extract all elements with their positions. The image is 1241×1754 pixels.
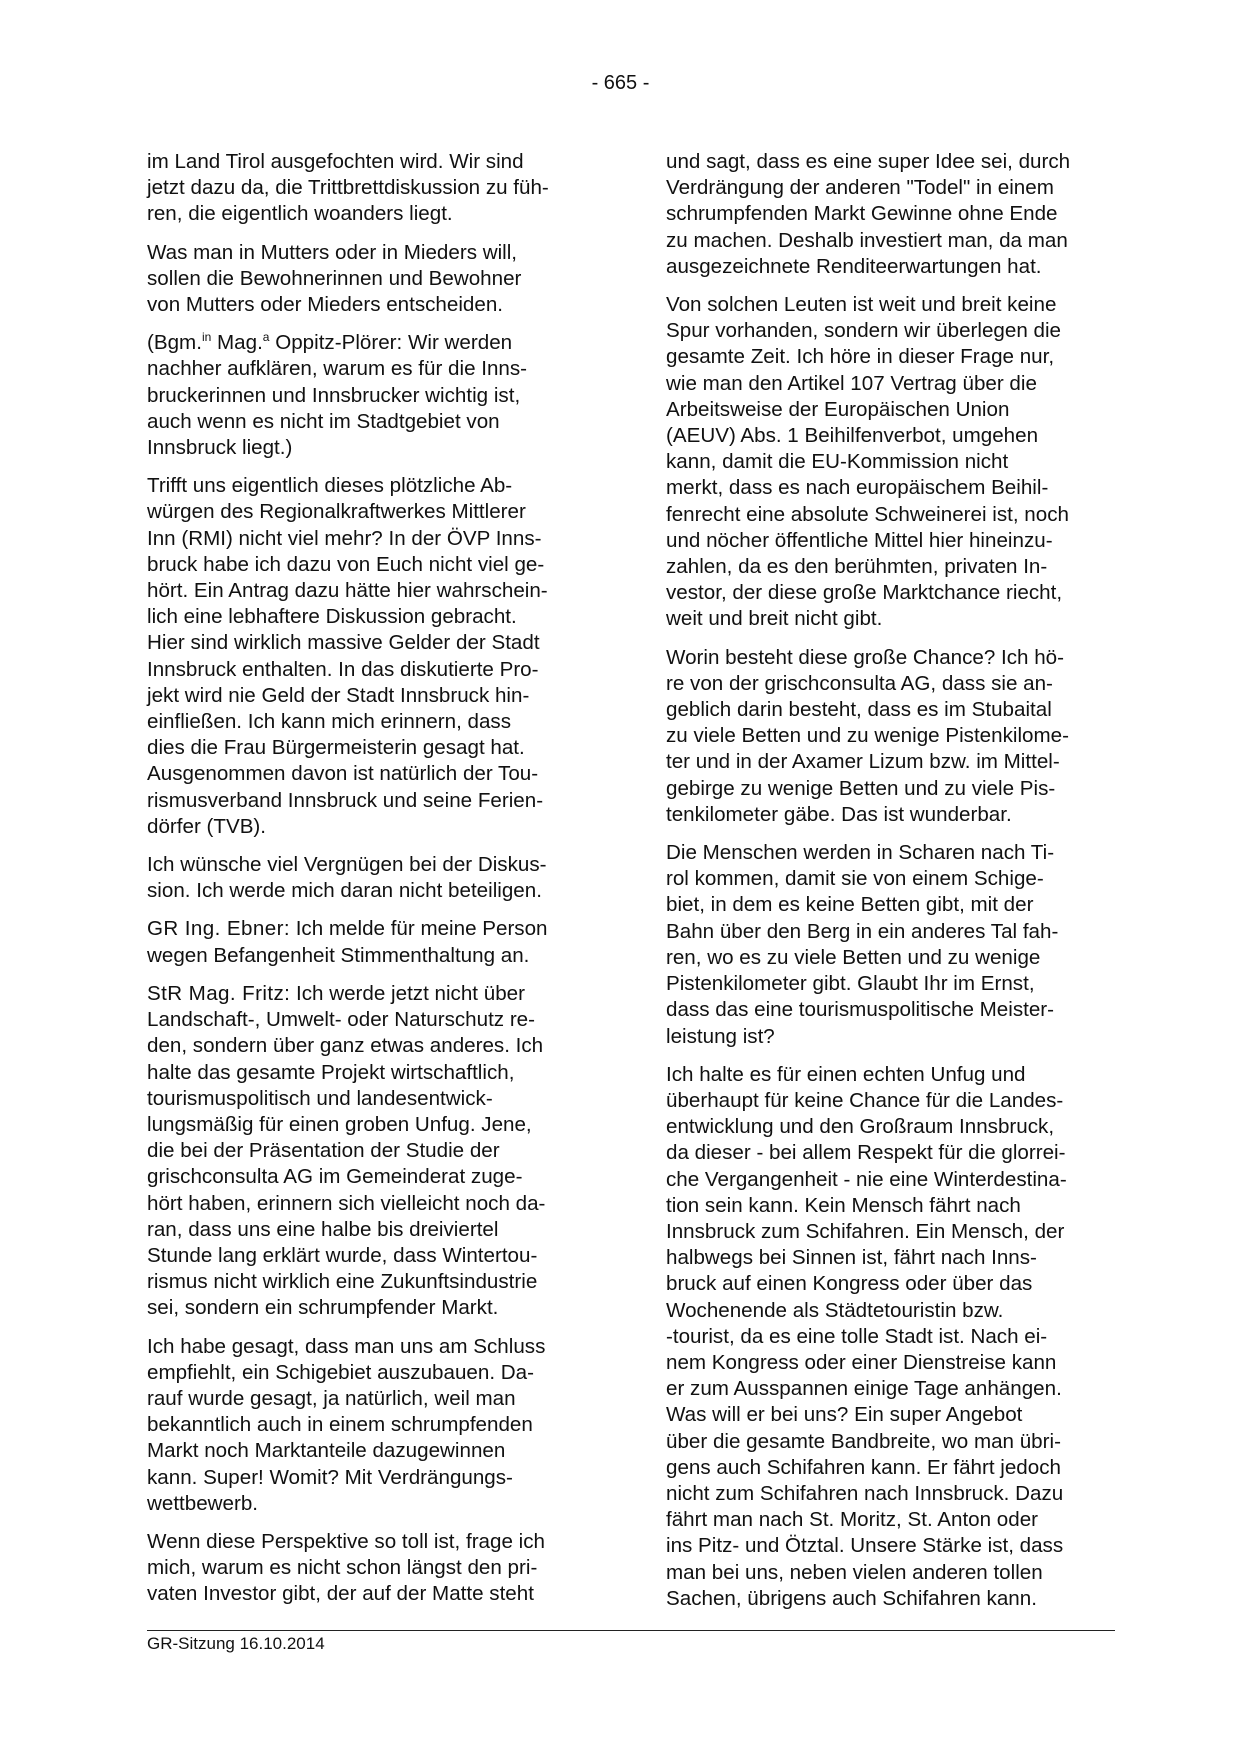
text-line: Spur vorhanden, sondern wir überlegen die (666, 319, 1061, 343)
paragraph (147, 149, 607, 228)
paragraph (666, 840, 1126, 1050)
text-line: Pistenkilometer gibt. Glaubt Ihr im Ernst, (666, 972, 1035, 996)
text-line: vestor, der diese große Marktchance riecht, (666, 581, 1063, 605)
footer-divider (147, 1630, 1115, 1631)
superscript-a: a (262, 330, 270, 345)
text-line: würgen des Regionalkraftwerkes Mittlerer (147, 500, 526, 524)
text-line: sei, sondern ein schrumpfender Markt. (147, 1296, 499, 1320)
text-line: Von solchen Leuten ist weit und breit keine (666, 293, 1057, 317)
text-line: rauf wurde gesagt, ja natürlich, weil man (147, 1386, 516, 1410)
text-line: geblich darin besteht, dass es im Stubaital (666, 698, 1052, 722)
text-line: schrumpfenden Markt Gewinne ohne Ende (666, 202, 1058, 226)
paragraph (147, 852, 607, 904)
text-line: er zum Ausspannen einige Tage anhängen. (666, 1377, 1062, 1401)
text-line: jetzt dazu da, die Trittbrettdiskussion zu füh- (147, 176, 549, 200)
paragraph (666, 292, 1126, 633)
text-line: Innsbruck liegt.) (147, 436, 293, 460)
left-column (147, 149, 607, 1620)
text-line: gesamte Zeit. Ich höre in dieser Frage nur, (666, 345, 1055, 369)
text-line: entwicklung und den Großraum Innsbruck, (666, 1115, 1055, 1139)
text-line: gebirge zu wenige Betten und zu viele Pis- (666, 776, 1056, 800)
interjection-continuation (147, 357, 527, 459)
text-line: fährt man nach St. Moritz, St. Anton oder (666, 1508, 1039, 1532)
text-line: Wenn diese Perspektive so toll ist, frage ich (147, 1529, 545, 1553)
speech-continuation (147, 1008, 545, 1319)
text-line: rol kommen, damit sie von einem Schige- (666, 867, 1044, 891)
text-line: dörfer (TVB). (147, 814, 267, 838)
text-line: grischconsulta AG im Gemeinderat zuge- (147, 1165, 523, 1189)
superscript-in: in (201, 330, 212, 345)
text-line: und nöcher öffentliche Mittel hier hineinzu- (666, 528, 1053, 552)
text-line: nem Kongress oder einer Dienstreise kann (666, 1350, 1057, 1374)
text-line: gens auch Schifahren kann. Er fährt jedoch (666, 1455, 1061, 1479)
text-line: auch wenn es nicht im Stadtgebiet von (147, 409, 500, 433)
text-line: -tourist, da es eine tolle Stadt ist. Nach ei- (666, 1324, 1048, 1348)
text-line: sollen die Bewohnerinnen und Bewohner (147, 266, 522, 290)
interjection-first-line: (Bgm.$^{in}$ Mag.$^a$ Oppitz-Plörer: Wir werden (147, 330, 513, 355)
text-line: nicht zum Schifahren nach Innsbruck. Dazu (666, 1481, 1064, 1505)
text-line: Verdrängung der anderen "Todel" in einem (666, 176, 1054, 200)
paragraph (666, 645, 1126, 828)
text-line: Hier sind wirklich massive Gelder der Stadt (147, 631, 540, 655)
text-line: Worin besteht diese große Chance? Ich hö- (666, 645, 1064, 669)
text-line: Innsbruck enthalten. In das diskutierte Pro- (147, 657, 539, 681)
speaker-name: StR Mag. Fritz: (147, 981, 291, 1005)
text-line: Ich wünsche viel Vergnügen bei der Diskus- (147, 853, 547, 877)
text-line: hört. Ein Antrag dazu hätte hier wahrschein- (147, 579, 548, 603)
text-line: lungsmäßig für einen groben Unfug. Jene, (147, 1112, 532, 1136)
text-line: hört haben, erinnern sich vielleicht noch da- (147, 1191, 546, 1215)
text-line: dass das eine tourismuspolitische Meister- (666, 998, 1055, 1022)
speaker-name: GR Ing. Ebner: (147, 917, 290, 941)
text-line: Was will er bei uns? Ein super Angebot (666, 1403, 1023, 1427)
text-line: ren, wo es zu viele Betten und zu wenige (666, 945, 1041, 969)
text-line: den, sondern über ganz etwas anderes. Ich (147, 1034, 544, 1058)
text-line: über die gesamte Bandbreite, wo man übri- (666, 1429, 1061, 1453)
text-line: Ausgenommen davon ist natürlich der Tou- (147, 762, 539, 786)
text-line: bruckerinnen und Innsbrucker wichtig ist, (147, 383, 521, 407)
paragraph (666, 1062, 1126, 1612)
text-line: leistung ist? (666, 1024, 775, 1048)
text-line: im Land Tirol ausgefochten wird. Wir sind (147, 150, 524, 173)
page-number: - 665 - (591, 72, 650, 94)
text-line: und sagt, dass es eine super Idee sei, durch (666, 150, 1071, 173)
text-line: von Mutters oder Mieders entscheiden. (147, 293, 503, 317)
text-line: Bahn über den Berg in ein anderes Tal fah- (666, 919, 1059, 943)
paragraph (147, 473, 607, 840)
text-line: weit und breit nicht gibt. (666, 607, 883, 631)
text-line: (AEUV) Abs. 1 Beihilfenverbot, umgehen (666, 424, 1039, 448)
text-line: wettbewerb. (147, 1491, 259, 1515)
text-line: ter und in der Axamer Lizum bzw. im Mittel- (666, 750, 1060, 774)
text-line: mich, warum es nicht schon längst den pri- (147, 1556, 538, 1580)
text-line: tion sein kann. Kein Mensch fährt nach (666, 1193, 1021, 1217)
text-line: Wochenende als Städtetouristin bzw. (666, 1298, 1004, 1322)
text-line: Was man in Mutters oder in Mieders will, (147, 240, 518, 264)
text-line: jekt wird nie Geld der Stadt Innsbruck hin- (147, 683, 530, 707)
text-line: da dieser - bei allem Respekt für die glorrei- (666, 1141, 1066, 1165)
text-line: ins Pitz- und Ötztal. Unsere Stärke ist, dass (666, 1534, 1064, 1558)
text-line: die bei der Präsentation der Studie der (147, 1139, 500, 1163)
text-line: zu viele Betten und zu wenige Pistenkilome- (666, 724, 1069, 748)
text-line: ausgezeichnete Renditeerwartungen hat. (666, 254, 1042, 278)
text-line: Ich halte es für einen echten Unfug und (666, 1062, 1026, 1086)
text-line: merkt, dass es nach europäischem Beihil- (666, 476, 1049, 500)
speaker-paragraph: StR Mag. Fritz: Ich werde jetzt nicht über Landschaft-, Umwelt- oder Naturschutz re- den, sondern über ganz etwas anderes. Ich halte das gesamte Projekt wirtschaftlich, tourismuspolitisch und landesentwick- lungsmäßig für einen groben Unfug. Jene, die bei der Präsentation der Studie der grischconsulta AG im Gemeinderat zuge- hört haben, erinnern sich vielleicht noch da- ran, dass uns eine halbe bis dreiviertel Stunde lang erklärt wurde, dass Wintertou- rismus nicht wirklich eine Zukunftsindustrie sei, sondern ein schrumpfender Markt. (147, 981, 546, 1320)
text-line: einfließen. Ich kann mich erinnern, dass (147, 710, 512, 734)
text-line: rismusverband Innsbruck und seine Ferien- (147, 788, 544, 812)
text-line: sion. Ich werde mich daran nicht beteiligen. (147, 879, 542, 903)
interjection-paragraph (147, 330, 607, 461)
text-line: überhaupt für keine Chance für die Landes- (666, 1088, 1064, 1112)
text-line: kann. Super! Womit? Mit Verdrängungs- (147, 1465, 513, 1489)
text-line: Trifft uns eigentlich dieses plötzliche Ab- (147, 474, 513, 498)
text-line: Inn (RMI) nicht viel mehr? In der ÖVP Inns- (147, 526, 542, 550)
text-line: Stunde lang erklärt wurde, dass Wintertou- (147, 1243, 538, 1267)
paragraph (147, 1334, 607, 1517)
text-line: nachher aufklären, warum es für die Inns- (147, 357, 528, 381)
text-line: zu machen. Deshalb investiert man, da man (666, 228, 1068, 252)
text-line: vaten Investor gibt, der auf der Matte steht (147, 1582, 534, 1606)
right-column (666, 149, 1126, 1624)
text-line: halte das gesamte Projekt wirtschaftlich, (147, 1060, 515, 1084)
text-line: Sachen, übrigens auch Schifahren kann. (666, 1586, 1037, 1610)
text-line: zahlen, da es den berühmten, privaten In- (666, 555, 1048, 579)
text-line: bekanntlich auch in einem schrumpfenden (147, 1413, 533, 1437)
text-line: Landschaft-, Umwelt- oder Naturschutz re- (147, 1008, 535, 1032)
text-line: Markt noch Marktanteile dazugewinnen (147, 1439, 506, 1463)
text-line: tenkilometer gäbe. Das ist wunderbar. (666, 802, 1012, 826)
text-line: bruck habe ich dazu von Euch nicht viel ge- (147, 552, 545, 576)
text-line: che Vergangenheit - nie eine Winterdestina- (666, 1167, 1067, 1191)
footer-session-date: GR-Sitzung 16.10.2014 (147, 1634, 325, 1653)
text-line: lich eine lebhaftere Diskussion gebracht. (147, 605, 517, 629)
speaker-paragraph: GR Ing. Ebner: Ich melde für meine Person wegen Befangenheit Stimmenthaltung an. (147, 917, 548, 967)
text-line: Innsbruck zum Schifahren. Ein Mensch, der (666, 1219, 1065, 1243)
text-line: rismus nicht wirklich eine Zukunftsindustrie (147, 1270, 538, 1294)
text-line: Ich habe gesagt, dass man uns am Schluss (147, 1334, 546, 1358)
text-line: ren, die eigentlich woanders liegt. (147, 202, 453, 226)
text-line: biet, in dem es keine Betten gibt, mit der (666, 893, 1034, 917)
speech-continuation (147, 944, 529, 967)
paragraph (147, 1529, 607, 1608)
text-line: dies die Frau Bürgermeisterin gesagt hat. (147, 736, 525, 760)
paragraph (147, 240, 607, 319)
text-line: fenrecht eine absolute Schweinerei ist, noch (666, 502, 1069, 526)
text-line: wegen Befangenheit Stimmenthaltung an. (147, 943, 530, 967)
text-line: empfiehlt, ein Schigebiet auszubauen. Da- (147, 1360, 534, 1384)
paragraph (666, 149, 1126, 280)
text-line: man bei uns, neben vielen anderen tollen (666, 1560, 1043, 1584)
text-line: ran, dass uns eine halbe bis dreiviertel (147, 1217, 499, 1241)
text-line: re von der grischconsulta AG, dass sie an- (666, 671, 1053, 695)
text-line: kann, damit die EU-Kommission nicht (666, 450, 1009, 474)
text-line: Arbeitsweise der Europäischen Union (666, 397, 1010, 421)
text-line: Die Menschen werden in Scharen nach Ti- (666, 841, 1055, 865)
text-line: tourismuspolitisch und landesentwick- (147, 1086, 493, 1110)
text-line: wie man den Artikel 107 Vertrag über die (666, 371, 1037, 395)
text-line: halbwegs bei Sinnen ist, fährt nach Inns- (666, 1246, 1037, 1270)
text-line: bruck auf einen Kongress oder über das (666, 1272, 1033, 1296)
